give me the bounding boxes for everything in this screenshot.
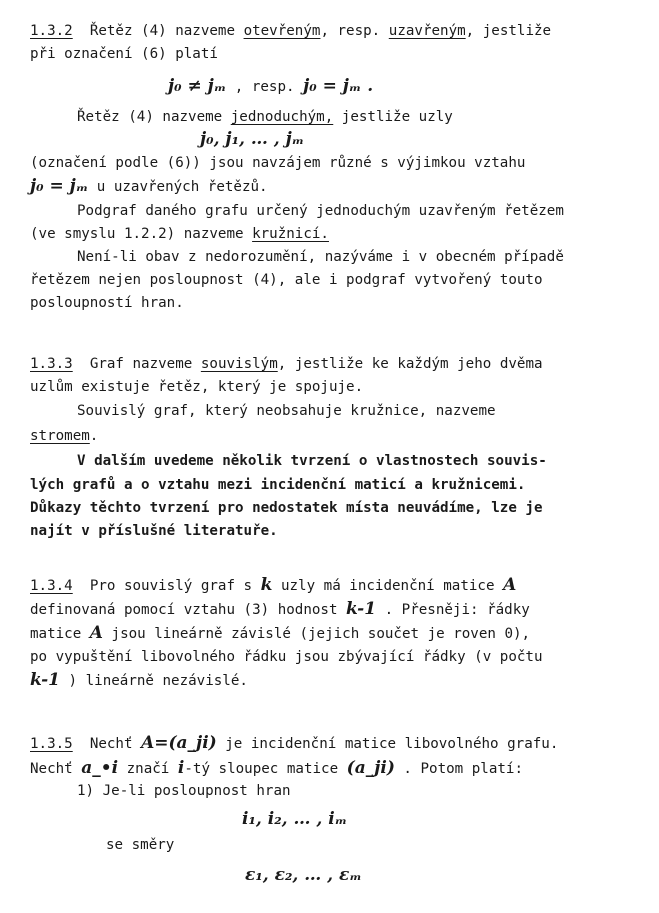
- term-jednoduchy: jednoduchým,: [230, 109, 334, 125]
- term-uzavreny: uzavřeným: [388, 23, 466, 39]
- handwritten-symbol: A: [503, 575, 517, 595]
- handwritten-formula: j₀, j₁, … , jₘ: [200, 129, 305, 149]
- section-number-1-3-2: 1.3.2: [30, 23, 73, 39]
- text-line: stromem.: [30, 428, 99, 444]
- text-line: řetězem nejen posloupnost (4), ale i podgraf vytvořený touto: [30, 272, 543, 288]
- text-line: Souvislý graf, který neobsahuje kružnice, nazveme: [77, 403, 496, 419]
- text-line: V dalším uvedeme několik tvrzení o vlastnostech souvis-: [77, 453, 547, 469]
- text-line: při označení (6) platí: [30, 46, 218, 62]
- paragraph-1-3-4-line-1: 1.3.4 Pro souvislý graf s k uzly má incidenční matice A: [30, 575, 517, 595]
- text-line: uzlům existuje řetěz, který je spojuje.: [30, 379, 364, 395]
- handwritten-symbol: A: [89, 623, 103, 643]
- text-line: lých grafů a o vztahu mezi incidenční maticí a kružnicemi.: [30, 477, 526, 493]
- handwritten-formula: j₀ = jₘ: [30, 176, 89, 196]
- text-line: matice A jsou lineárně závislé (jejich součet je roven 0),: [30, 623, 531, 643]
- term-kruznice: kružnicí.: [252, 226, 329, 242]
- term-otevreny: otevřeným: [243, 23, 321, 39]
- text-line: definovaná pomocí vztahu (3) hodnost k-1 . Přesněji: řádky: [30, 599, 530, 619]
- handwritten-symbol: k: [260, 575, 273, 595]
- term-strom: stromem: [30, 428, 90, 444]
- text-line: (označení podle (6)) jsou navzájem různé s výjimkou vztahu: [30, 155, 526, 171]
- text-line: najít v příslušné literatuře.: [30, 523, 278, 539]
- text-line: Důkazy těchto tvrzení pro nedostatek místa neuvádíme, lze je: [30, 500, 543, 516]
- text-line: k-1 ) lineárně nezávislé.: [30, 670, 248, 690]
- handwritten-formula: j₀ = jₘ .: [303, 76, 374, 96]
- term-souvisly: souvislým: [200, 356, 278, 372]
- text-line: se směry: [106, 837, 175, 853]
- text-line: Řetěz (4) nazveme jednoduchým, jestliže uzly: [77, 109, 453, 125]
- paragraph-1-3-3-line-1: 1.3.3 Graf nazveme souvislým, jestliže ke každým jeho dvěma: [30, 356, 543, 372]
- text-line: Podgraf daného grafu určený jednoduchým uzavřeným řetězem: [77, 203, 564, 219]
- handwritten-formula: A=(a_ji): [141, 733, 217, 753]
- text-line: Není-li obav z nedorozumění, nazýváme i v obecném případě: [77, 249, 564, 265]
- text-line: (ve smyslu 1.2.2) nazveme kružnicí.: [30, 226, 329, 242]
- handwritten-formula: a_•i: [81, 758, 119, 778]
- paragraph-1-3-5-line-1: 1.3.5 Nechť A=(a_ji) je incidenční matice libovolného grafu.: [30, 733, 559, 753]
- handwritten-symbol: i: [177, 758, 185, 778]
- text-line: po vypuštění libovolného řádku jsou zbývající řádky (v počtu: [30, 649, 543, 665]
- section-number-1-3-3: 1.3.3: [30, 356, 73, 372]
- handwritten-symbol: k-1: [346, 599, 377, 619]
- handwritten-formula: j₀ ≠ jₘ: [168, 76, 227, 96]
- text-line: 1) Je-li posloupnost hran: [77, 783, 291, 799]
- text-line: Nechť a_•i značí i-tý sloupec matice (a_ji) . Potom platí:: [30, 758, 523, 778]
- handwritten-formula: (a_ji): [346, 758, 395, 778]
- formula-line: j₀ ≠ jₘ , resp. j₀ = jₘ .: [168, 76, 374, 96]
- handwritten-formula: i₁, i₂, … , iₘ: [242, 809, 348, 829]
- section-number-1-3-5: 1.3.5: [30, 736, 73, 752]
- text-line: j₀ = jₘ u uzavřených řetězů.: [30, 176, 268, 196]
- section-number-1-3-4: 1.3.4: [30, 578, 73, 594]
- handwritten-symbol: k-1: [30, 670, 60, 690]
- text-line: posloupností hran.: [30, 295, 184, 311]
- paragraph-1-3-2-line-1: 1.3.2 Řetěz (4) nazveme otevřeným, resp. uzavřeným, jestliže: [30, 23, 552, 39]
- handwritten-formula: ε₁, ε₂, … , εₘ: [245, 865, 362, 885]
